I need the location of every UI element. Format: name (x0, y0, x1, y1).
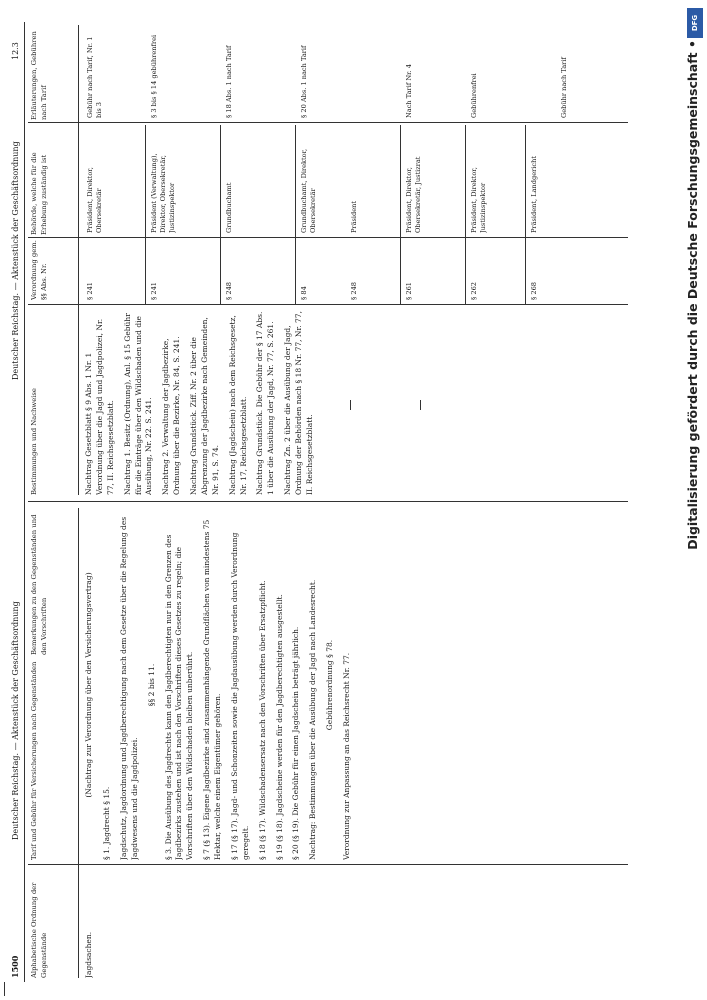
page-number: 1500 (10, 955, 20, 978)
cell-c: Präsident, Direktor, Obersekretär, Justizrat (405, 156, 423, 233)
right-heading-rule (78, 25, 79, 495)
cell-d: Gebühr nach Tarif (560, 57, 568, 118)
right-col-c-heading: Behörde, welche für die Erhebung zuständig ist (30, 152, 48, 235)
entry: Nachtrag 2. Verwaltung der Jagdbezirke, Ordnung über die Bezirke, Nr. 84, S. 241. (161, 336, 182, 495)
header-left: Deutscher Reichstag. — Aktenstück der Geschäftsordnung (11, 601, 20, 840)
paragraph: § 7 (§ 13). Eigene Jagdbezirke sind zusammenhängende Grundflächen von mindestens 75 Hektar, welche einem Eigentümer gehören. (202, 519, 222, 860)
paragraph: Verordnung zur Anpassung an das Reichsrecht Nr. 77. (342, 652, 351, 860)
dfg-credit-text: Digitalisierung gefördert durch die Deutsche Forschungsgemeinschaft • (685, 40, 700, 550)
cell-b: § 248 (350, 282, 358, 300)
row-rule (465, 125, 466, 305)
right-col-divider-2 (28, 237, 628, 238)
entry: Nachtrag Grundstück. Die Gebühr der § 17 Abs. 1 über die Ausübung der Jagd, Nr. 77, S. 261. (255, 311, 276, 495)
row-rule (295, 125, 296, 305)
cell-c: Grundbuchamt (225, 182, 233, 233)
dfg-logo: DFG (687, 8, 703, 38)
paragraph: § 19 (§ 18). Jagdscheine werden für den Jagdberechtigten ausgestellt. (274, 594, 284, 860)
left-col1-heading: Alphabetische Ordnung der Gegenstände (30, 882, 48, 978)
cell-c: Präsident, Direktor, Obersekretär (86, 167, 104, 233)
cell-d: § 18 Abs. 1 nach Tarif (225, 45, 233, 118)
right-col-b-heading: Verordnung gem. §§ Abs. Nr. (30, 240, 48, 300)
paragraph: § 3. Die Ausübung des Jagdrechts kann den Jagdberechtigten nur in den Grenzen des Jagdbezirks zustehen und ist nach den Vorschriften dieses Gesetzes zu regeln; die Vorschriften über den Wildschaden bleiben unberührt. (163, 534, 195, 860)
paragraph: § 17 (§ 17). Jagd- und Schonzeiten sowie die Jagdausübung werden durch Verordnung geregelt. (229, 532, 250, 860)
cell-b: § 248 (225, 282, 233, 300)
paragraph: § 1. Jagdrecht § 15. (102, 786, 111, 860)
paragraph: §§ 2 bis 11. (146, 663, 156, 707)
cell-b: § 241 (86, 282, 94, 300)
header-right: Deutscher Reichstag. — Aktenstück der Geschäftsordnung (11, 141, 20, 380)
cell-c: Präsident, Landgericht (530, 156, 538, 233)
page-reference: 12.3 (11, 42, 20, 60)
cell-c: Präsident (Verwaltung), Direktor, Obersekretär, Justizinspektor (150, 153, 177, 233)
left-col2-heading: Tarif und Gebühr für Versicherungen nach Gegenständen (30, 661, 38, 860)
header-rule (24, 22, 25, 982)
cell-b: § 241 (150, 282, 158, 300)
entry: Nachtrag (Jagdschein) nach dem Reichsgesetz, Nr. 17, Reichsgesetzblatt. (227, 315, 248, 495)
cell-d: § 3 bis § 14 gebührenfrei (150, 34, 158, 118)
row-rule (220, 125, 221, 305)
cell-d: § 20 Abs. 1 nach Tarif (300, 45, 308, 118)
left-heading-rule (78, 508, 79, 978)
cell-b: § 268 (530, 282, 538, 300)
left-paragraphs (102, 510, 662, 860)
paragraph: Nachtrag: Bestimmungen über die Ausübung der Jagd nach Landesrecht. (308, 579, 318, 860)
cell-b: § 261 (405, 282, 413, 300)
page-gutter (28, 501, 628, 502)
entry: Nachtrag Grundstück. Ziff. Nr. 2 über die Abgrenzung der Jagdbezirke nach Gemeinden, Nr. 91, S. 74. (189, 317, 220, 495)
entry: Nachtrag Zn. 2 über die Ausübung der Jagd, Ordnung der Behörden nach § 18 Nr. 77, Nr. 77, II. Reichsgesetzblatt. (283, 311, 314, 495)
cell-d: Gebührenfrei (470, 73, 478, 118)
paragraph: Gebührenordnung § 78. (325, 639, 335, 731)
entry: Nachtrag 1. Besitz (Ordnung), Anl. § 15 Gebühr für die Einträge über den Wildschaden und die Ausübung, Nr. 22. S. 241. (122, 313, 154, 495)
paragraph: § 20 (§ 19). Die Gebühr für einen Jagdschein beträgt jährlich. (291, 626, 301, 860)
right-entries (84, 309, 644, 495)
left-col3-heading: Bemerkungen zu den Gegenständen und den Vorschriften (30, 514, 48, 655)
paragraph: § 18 (§ 17). Wildschadensersatz nach den Vorschriften über Ersatzpflicht. (257, 580, 267, 860)
cell-c: Präsident, Direktor, Justizinspektor (470, 167, 488, 233)
right-col-divider-3 (28, 122, 628, 123)
empty-cell-dash (420, 400, 421, 410)
row-rule (525, 125, 526, 305)
right-col-divider-1 (28, 304, 628, 305)
row-rule (145, 125, 146, 305)
cell-d: Nach Tarif Nr. 4 (405, 64, 413, 118)
row-rule (400, 125, 401, 305)
empty-cell-dash (350, 400, 351, 410)
paragraph: Jagdschutz, Jagdordnung und Jagdberechtigung nach dem Gesetze über die Regelung des Jagdwesens und die Jagdpolizei. (118, 516, 139, 860)
entry: Nachtrag Gesetzblatt § 9 Abs. 1 Nr. 1 Verordnung über die Jagd und Jagdpolizei, Nr. 77, II. Reichsgesetzblatt. (84, 318, 115, 495)
right-col-a-heading: Bestimmungen und Nachweise (30, 388, 38, 495)
right-col-d-heading: Erläuterungen, Gebühren nach Tarif (30, 31, 48, 120)
section-title: (Nachtrag zur Verordnung über den Versicherungsvertrag) (84, 572, 93, 798)
subject-label: Jagdsachen. (84, 931, 93, 978)
cell-b: § 84 (300, 286, 308, 300)
cell-b: § 262 (470, 282, 478, 300)
corner-mark (4, 982, 5, 996)
dfg-credit-strip (685, 14, 705, 690)
cell-c: Grundbuchamt, Direktor, Obersekretär (300, 148, 318, 233)
cell-c: Präsident (350, 200, 358, 233)
left-col-divider (28, 864, 628, 865)
cell-d: Gebühr nach Tarif, Nr. 1 bis 3 (86, 36, 104, 118)
